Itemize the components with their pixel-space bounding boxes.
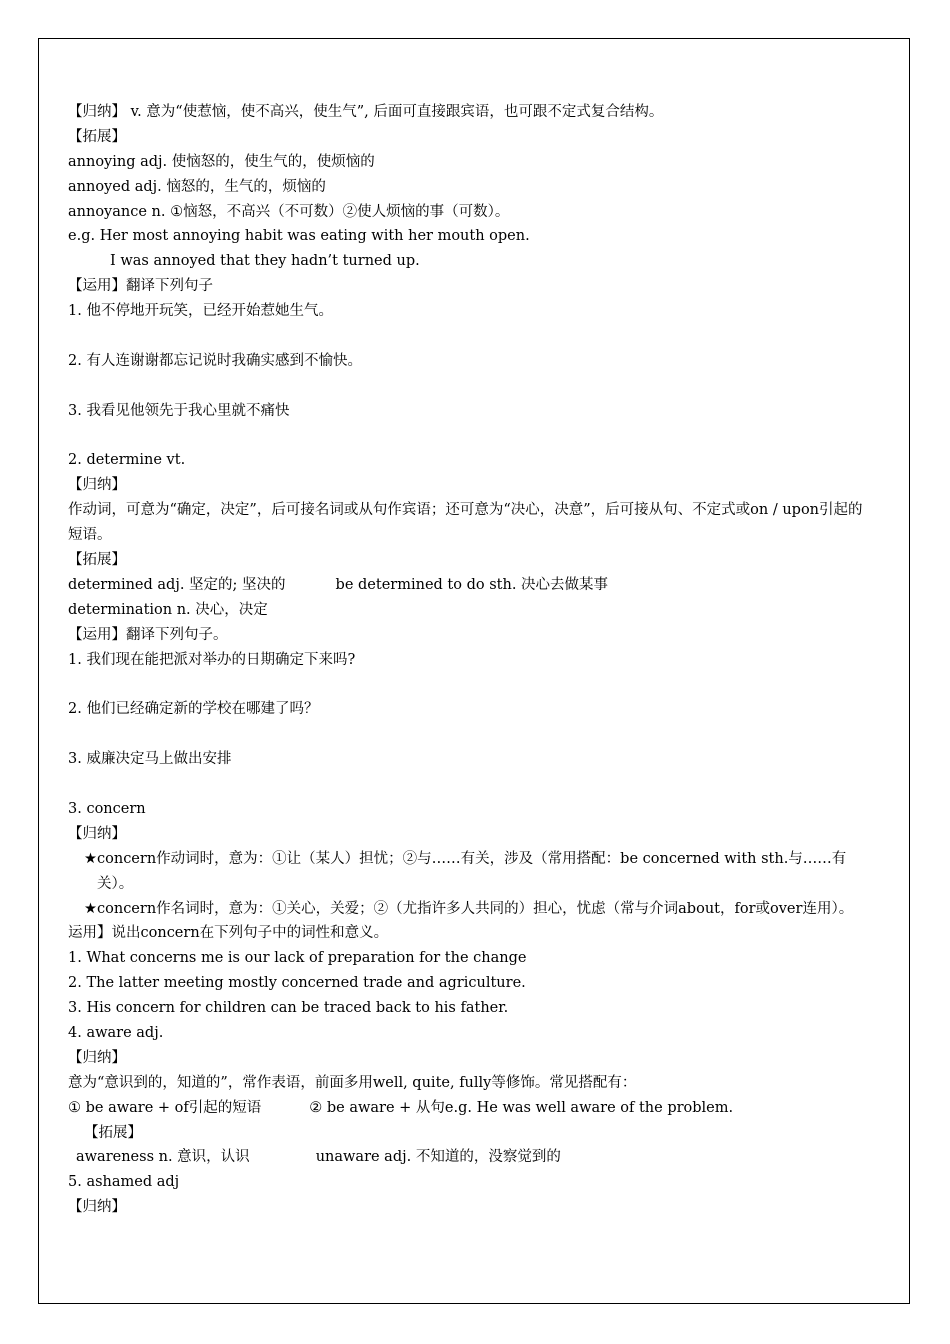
exercise-item: 2. 他们已经确定新的学校在哪建了吗？ bbox=[68, 701, 319, 718]
star-icon: ★ bbox=[84, 850, 97, 867]
answer-space bbox=[68, 722, 868, 747]
answer-space bbox=[68, 374, 868, 399]
exercise-item: 3. 我看见他领先于我心里就不痛快 bbox=[68, 402, 290, 419]
phrase-be-determined: be determined to do sth. 决心去做某事 bbox=[335, 576, 609, 593]
extension-heading: 【拓展】 bbox=[84, 1124, 142, 1141]
section-title-ashamed: 5. ashamed adj bbox=[68, 1174, 180, 1191]
answer-space bbox=[68, 772, 868, 797]
example-sentence-1: e.g. Her most annoying habit was eating with her mouth open. bbox=[68, 228, 530, 245]
collocation-1: ① be aware + of引起的短语 bbox=[68, 1099, 262, 1116]
document-body bbox=[68, 100, 868, 1220]
exercise-item: 1. 他不停地开玩笑，已经开始惹她生气。 bbox=[68, 303, 333, 320]
collocation-2: ② be aware + 从句e.g. He was well aware of the problem. bbox=[309, 1099, 734, 1116]
section-title-concern: 3. concern bbox=[68, 800, 146, 817]
answer-space bbox=[68, 424, 868, 449]
exercise-item: 1. What concerns me is our lack of preparation for the change bbox=[68, 950, 527, 967]
vocab-determined bbox=[68, 573, 868, 598]
summary-heading: 【归纳】 bbox=[68, 1199, 126, 1216]
concern-verb-text: concern作动词时，意为：①让（某人）担忧；②与……有关，涉及（常用搭配：be concerned with sth.与……有关）。 bbox=[97, 850, 847, 892]
aware-derivatives bbox=[68, 1145, 868, 1170]
vocab-annoyed: annoyed adj. 恼怒的，生气的，烦恼的 bbox=[68, 178, 326, 195]
answer-space bbox=[68, 324, 868, 349]
summary-heading: 【归纳】 bbox=[68, 477, 126, 494]
exercise-item: 2. The latter meeting mostly concerned trade and agriculture. bbox=[68, 975, 526, 992]
answer-space bbox=[68, 673, 868, 698]
concern-noun-note bbox=[68, 897, 868, 922]
practice-heading: 【运用】翻译下列句子 bbox=[68, 278, 213, 295]
concern-verb-note bbox=[68, 847, 868, 897]
vocab-determination: determination n. 决心，决定 bbox=[68, 601, 268, 618]
extension-heading: 【拓展】 bbox=[68, 128, 126, 145]
extension-heading: 【拓展】 bbox=[68, 552, 126, 569]
concern-noun-text: concern作名词时，意为：①关心，关爱；②（尤指许多人共同的）担心，忧虑（常与介词about，for或over连用）。 bbox=[97, 900, 854, 917]
exercise-item: 3. His concern for children can be traced back to his father. bbox=[68, 1000, 509, 1017]
star-icon: ★ bbox=[84, 900, 97, 917]
section-title-aware: 4. aware adj. bbox=[68, 1025, 164, 1042]
practice-heading-concern: 运用】说出concern在下列句子中的词性和意义。 bbox=[68, 925, 389, 942]
vocab-determined-def: determined adj. 坚定的; 坚决的 bbox=[68, 576, 286, 593]
exercise-item: 3. 威廉决定马上做出安排 bbox=[68, 751, 232, 768]
vocab-awareness: awareness n. 意识，认识 bbox=[76, 1149, 250, 1166]
vocab-annoyance: annoyance n. ①恼怒，不高兴（不可数）②使人烦恼的事（可数）。 bbox=[68, 203, 510, 220]
summary-text-aware: 意为“意识到的，知道的”，常作表语，前面多用well, quite, fully等修饰。常见搭配有： bbox=[68, 1074, 637, 1091]
section-title-determine: 2. determine vt. bbox=[68, 452, 186, 469]
vocab-unaware: unaware adj. 不知道的，没察觉到的 bbox=[315, 1149, 561, 1166]
summary-heading-annoy: 【归纳】 v. 意为“使惹恼，使不高兴，使生气”, 后面可直接跟宾语，也可跟不定式复合结构。 bbox=[68, 104, 664, 120]
summary-heading: 【归纳】 bbox=[68, 825, 126, 842]
exercise-item: 1. 我们现在能把派对举办的日期确定下来吗? bbox=[68, 651, 356, 668]
summary-heading: 【归纳】 bbox=[68, 1049, 126, 1066]
practice-heading: 【运用】翻译下列句子。 bbox=[68, 626, 228, 643]
example-sentence-2: I was annoyed that they hadn’t turned up. bbox=[110, 253, 420, 270]
aware-collocations bbox=[68, 1096, 868, 1121]
exercise-item: 2. 有人连谢谢都忘记说时我确实感到不愉快。 bbox=[68, 352, 362, 369]
vocab-annoying: annoying adj. 使恼怒的，使生气的，使烦恼的 bbox=[68, 153, 375, 170]
summary-text-determine: 作动词，可意为“确定，决定”，后可接名词或从句作宾语；还可意为“决心，决意”，后可接从句、不定式或on / upon引起的短语。 bbox=[68, 502, 863, 544]
